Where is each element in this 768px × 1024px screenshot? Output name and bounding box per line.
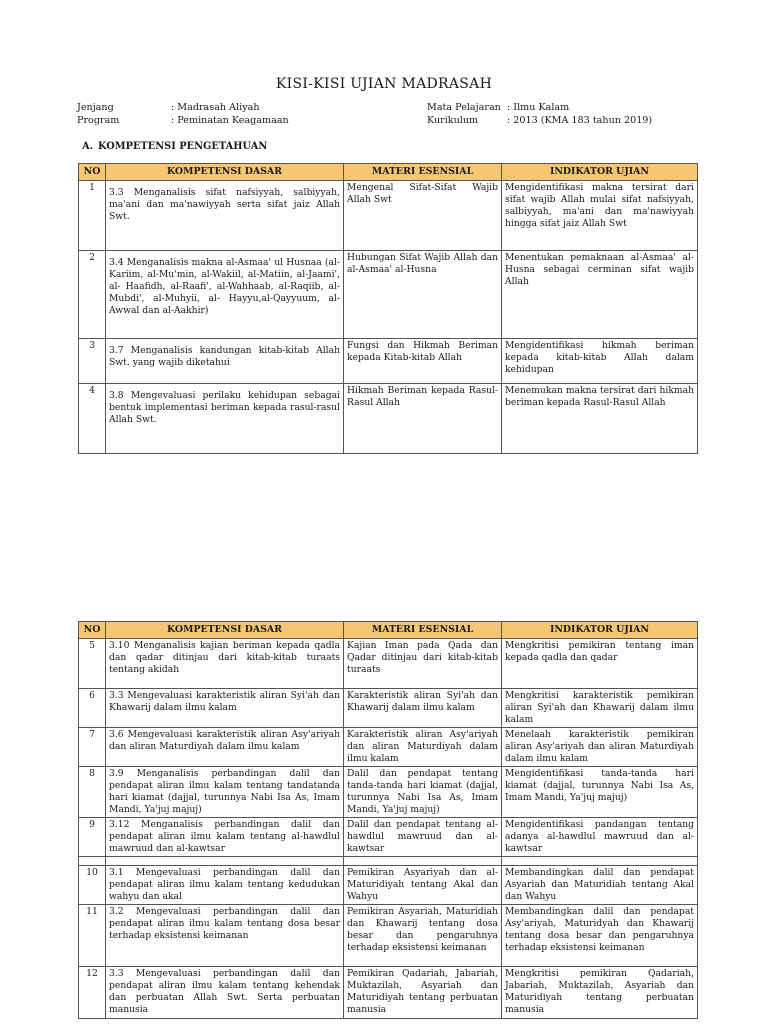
- table-row: [79, 967, 698, 1019]
- cell-materi: Karakteristik aliran Syi'ah dan Khawarij dalam ilmu kalam: [344, 689, 502, 728]
- table-row: [79, 818, 698, 857]
- meta-value: : Peminatan Keagamaan: [171, 115, 289, 126]
- cell-materi: Pemikiran Asyariah, Maturidiah dan Khawarij tentang dosa besar dan pengaruhnya terhadap eksistensi keimanan: [344, 905, 502, 967]
- cell-kompetensi-dasar: 3.7 Menganalisis kandungan kitab-kitab Allah Swt. yang wajib diketahui: [106, 339, 344, 384]
- meta-label: Jenjang: [77, 102, 114, 113]
- header-kompetensi-dasar: KOMPETENSI DASAR: [106, 622, 344, 639]
- table-row: [79, 767, 698, 818]
- meta-value: : 2013 (KMA 183 tahun 2019): [507, 115, 653, 126]
- cell-no: 5: [79, 639, 106, 689]
- cell-kompetensi-dasar: 3.3 Mengevaluasi karakteristik aliran Syi'ah dan Khawarij dalam ilmu kalam: [106, 689, 344, 728]
- kisi-kisi-table-2: [78, 621, 698, 1019]
- cell-materi: Pemikiran Qadariah, Jabariah, Muktazilah, Asyariah dan Maturidiyah tentang perbuatan manusia: [344, 967, 502, 1019]
- cell-no: 3: [79, 339, 106, 384]
- cell-kompetensi-dasar: 3.3 Mengevaluasi perbandingan dalil dan pendapat aliran ilmu kalam tentang kehendak dan perbuatan Allah Swt. Serta perbuatan manusia: [106, 967, 344, 1019]
- document-title: KISI-KISI UJIAN MADRASAH: [275, 76, 493, 92]
- header-no: NO: [79, 164, 106, 181]
- meta-right: [427, 101, 652, 127]
- cell-no: 11: [79, 905, 106, 967]
- cell-indikator: Mengkritisi karakteristik pemikiran aliran Syi'ah dan Khawarij dalam ilmu kalam: [502, 689, 698, 728]
- table-row: [79, 384, 698, 454]
- cell-no: 12: [79, 967, 106, 1019]
- header-materi-esensial: MATERI ESENSIAL: [344, 622, 502, 639]
- cell-kompetensi-dasar: 3.1 Mengevaluasi perbandingan dalil dan pendapat aliran ilmu kalam tentang kedudukan wahyu dan akal: [106, 866, 344, 905]
- cell-indikator: Mengidentifikasi tanda-tanda hari kiamat (dajjal, turunnya Nabi Isa As, Imam Mandi, Ya'juj majuj): [502, 767, 698, 818]
- cell-no: 7: [79, 728, 106, 767]
- table-row: [79, 905, 698, 967]
- cell-kompetensi-dasar: 3.10 Menganalisis kajian beriman kepada qadla dan qadar ditinjau dari kitab-kitab turaats tentang akidah: [106, 639, 344, 689]
- cell-materi: Kajian Iman pada Qada dan Qadar ditinjau dari kitab-kitab turaats: [344, 639, 502, 689]
- table-row: [79, 866, 698, 905]
- meta-label: Kurikulum: [427, 115, 479, 126]
- table-row: [79, 339, 698, 384]
- header-no: NO: [79, 622, 106, 639]
- cell-materi: Dalil dan pendapat tentang al-hawdlul mawruud dan al-kawtsar: [344, 818, 502, 857]
- kisi-kisi-table-1: [78, 163, 698, 454]
- table-row: [79, 689, 698, 728]
- cell-indikator: Menelaah karakteristik pemikiran aliran Asy'ariyah dan aliran Maturdiyah dalam ilmu kalam: [502, 728, 698, 767]
- meta-label: Mata Pelajaran: [427, 102, 501, 113]
- cell-indikator: Mengkritisi pemikiran tentang iman kepada qadla dan qadar: [502, 639, 698, 689]
- meta-value: : Ilmu Kalam: [507, 102, 570, 113]
- table-row: [79, 251, 698, 339]
- cell-materi: Dalil dan pendapat tentang tanda-tanda hari kiamat (dajjal, turunnya Nabi Isa As, Imam Mandi, Ya'juj majuj): [344, 767, 502, 818]
- cell-no: 6: [79, 689, 106, 728]
- cell-materi: Hikmah Beriman kepada Rasul-Rasul Allah: [344, 384, 502, 454]
- spacer-cell: [106, 857, 344, 866]
- cell-kompetensi-dasar: 3.4 Menganalisis makna al-Asmaa' ul Husnaa (al-Kariim, al-Mu'min, al-Wakiil, al-Matiin, al-Jaami', al- Haafidh, al-Raafi', al-Wahhaab, al-Raqiib, al- Mubdi', al-Muhyii, al- Hayyu,al-Qayyuum, al- Awwal dan al-Aakhir): [106, 251, 344, 339]
- header-indikator-ujian: INDIKATOR UJIAN: [502, 164, 698, 181]
- section-heading: [82, 141, 267, 152]
- cell-kompetensi-dasar: 3.6 Mengevaluasi karakteristik aliran Asy'ariyah dan aliran Maturdiyah dalam ilmu kalam: [106, 728, 344, 767]
- spacer-cell: [502, 857, 698, 866]
- cell-indikator: Membandingkan dalil dan pendapat Asyariah dan Maturidiah tentang Akal dan Wahyu: [502, 866, 698, 905]
- table-row: [79, 181, 698, 251]
- cell-kompetensi-dasar: 3.9 Menganalisis perbandingan dalil dan pendapat aliran ilmu kalam tentang tandatanda hari kiamat (dajjal, turunnya Nabi Isa As, Imam Mandi, Ya'juj majuj): [106, 767, 344, 818]
- cell-materi: Karakteristik aliran Asy'ariyah dan aliran Maturdiyah dalam ilmu kalam: [344, 728, 502, 767]
- table-spacer-row: [79, 857, 698, 866]
- meta-value: : Madrasah Aliyah: [171, 102, 260, 113]
- header-materi-esensial: MATERI ESENSIAL: [344, 164, 502, 181]
- header-kompetensi-dasar: KOMPETENSI DASAR: [106, 164, 344, 181]
- cell-no: 8: [79, 767, 106, 818]
- table-header-row: [79, 622, 698, 639]
- cell-indikator: Mengkritisi pemikiran Qadariah, Jabariah, Muktazilah, Asyariah dan Maturidiyah tentang perbuatan manusia: [502, 967, 698, 1019]
- cell-no: 10: [79, 866, 106, 905]
- table-header-row: [79, 164, 698, 181]
- meta-left: [77, 101, 289, 127]
- cell-no: 1: [79, 181, 106, 251]
- cell-no: 9: [79, 818, 106, 857]
- meta-row-program: [77, 114, 289, 127]
- cell-indikator: Mengidentifikasi makna tersirat dari sifat wajib Allah mulai sifat nafsiyyah, salbiyyah, ma'ani dan ma'nawiyyah hingga sifat jaiz Allah Swt: [502, 181, 698, 251]
- table-row: [79, 639, 698, 689]
- cell-kompetensi-dasar: 3.12 Menganalisis perbandingan dalil dan pendapat aliran ilmu kalam tentang al-hawdlul mawruud dan al-kawtsar: [106, 818, 344, 857]
- spacer-cell: [79, 857, 106, 866]
- meta-row-mata-pelajaran: [427, 101, 652, 114]
- cell-kompetensi-dasar: 3.8 Mengevaluasi perilaku kehidupan sebagai bentuk implementasi beriman kepada rasul-rasul Allah Swt.: [106, 384, 344, 454]
- section-title: KOMPETENSI PENGETAHUAN: [98, 141, 268, 152]
- cell-no: 4: [79, 384, 106, 454]
- cell-materi: Fungsi dan Hikmah Beriman kepada Kitab-kitab Allah: [344, 339, 502, 384]
- table-row: [79, 728, 698, 767]
- cell-indikator: Menemukan makna tersirat dari hikmah beriman kepada Rasul-Rasul Allah: [502, 384, 698, 454]
- cell-no: 2: [79, 251, 106, 339]
- cell-materi: Hubungan Sifat Wajib Allah dan al-Asmaa' al-Husna: [344, 251, 502, 339]
- cell-materi: Mengenal Sifat-Sifat Wajib Allah Swt: [344, 181, 502, 251]
- cell-kompetensi-dasar: 3.2 Mengevaluasi perbandingan dalil dan pendapat aliran ilmu kalam tentang dosa besar terhadap eksistensi keimanan: [106, 905, 344, 967]
- cell-indikator: Membandingkan dalil dan pendapat Asy'ariyah, Maturidyah dan Khawarij tentang dosa besar dan pengaruhnya terhadap eksistensi keimanan: [502, 905, 698, 967]
- cell-indikator: Menentukan pemaknaan al-Asmaa' al-Husna sebagai cerminan sifat wajib Allah: [502, 251, 698, 339]
- meta-label: Program: [77, 115, 120, 126]
- cell-materi: Pemikiran Asyariyah dan al-Maturidiyah tentang Akal dan Wahyu: [344, 866, 502, 905]
- cell-indikator: Mengidentifikasi pandangan tentang adanya al-hawdlul mawruud dan al-kawtsar: [502, 818, 698, 857]
- cell-indikator: Mengidentifikasi hikmah beriman kepada kitab-kitab Allah dalam kehidupan: [502, 339, 698, 384]
- spacer-cell: [344, 857, 502, 866]
- section-letter: A.: [82, 141, 94, 152]
- cell-kompetensi-dasar: 3.3 Menganalisis sifat nafsiyyah, salbiyyah, ma'ani dan ma'nawiyyah serta sifat jaiz Allah Swt.: [106, 181, 344, 251]
- header-indikator-ujian: INDIKATOR UJIAN: [502, 622, 698, 639]
- meta-row-kurikulum: [427, 114, 652, 127]
- meta-row-jenjang: [77, 101, 289, 114]
